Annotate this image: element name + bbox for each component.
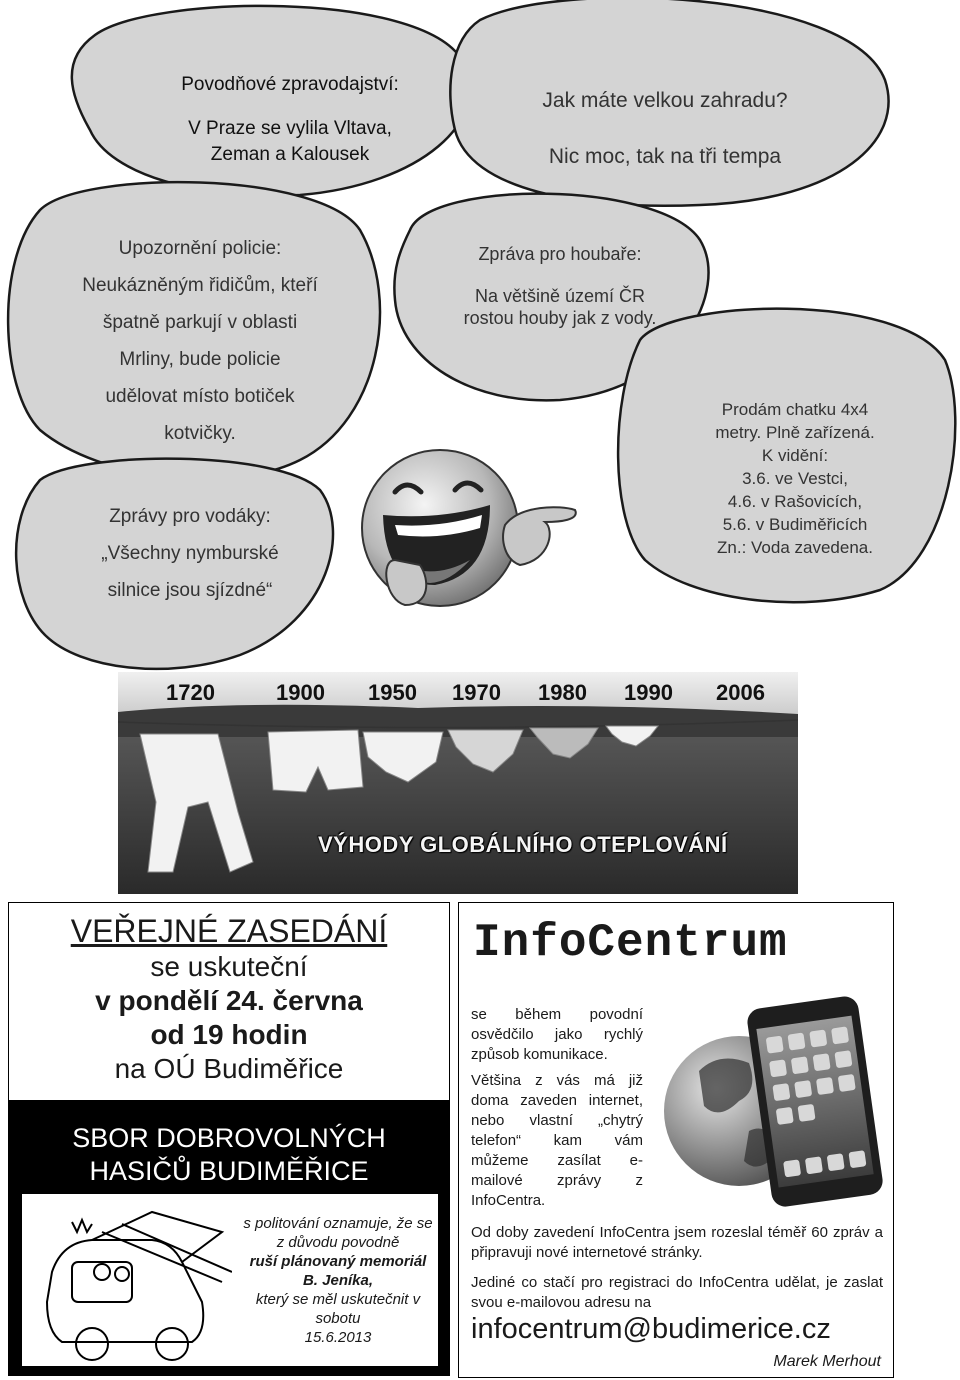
info-paragraph: se během povodní osvědčilo jako rychlý způsob komunikace. (471, 1006, 643, 1063)
firefighters-date: 15.6.2013 (304, 1329, 372, 1346)
canoe-line: „Všechny nymburské (101, 543, 279, 564)
mushrooms-title: Zpráva pro houbaře: (478, 244, 642, 264)
police-line: Mrliny, bude policie (119, 349, 281, 370)
info-paragraph: Většina z vás má již doma zaveden internet, nebo vlastní „chytrý telefon“ kam vám můžeme zasílat e-mailové zprávy z InfoCentra. (471, 1072, 643, 1209)
meeting-time: od 19 hodin (150, 1019, 308, 1050)
cottage-line: metry. Plně zařízená. (715, 423, 875, 442)
cottage-line: 3.6. ve Vestci, (742, 469, 848, 488)
firefighters-cancel: ruší plánovaný memoriál B. Jeníka, (249, 1253, 427, 1289)
fire-truck-drawing (32, 1202, 232, 1362)
meeting-date: v pondělí 24. června (95, 985, 363, 1016)
firefighters-panel (22, 1194, 438, 1366)
meeting-heading: VEŘEJNÉ ZASEDÁNÍ (70, 913, 388, 949)
firefighters-title (8, 1122, 450, 1188)
year-label: 1900 (276, 680, 325, 705)
infocentrum-notice (458, 902, 894, 1378)
police-title: Upozornění policie: (118, 238, 282, 259)
cottage-line: K vidění: (761, 446, 829, 465)
canoe-line: silnice jsou sjízdné“ (107, 580, 273, 601)
police-line: špatně parkují v oblasti (102, 312, 298, 333)
firefighters-line: s politování oznamuje, že se z důvodu povodně (243, 1215, 433, 1251)
police-line: kotvičky. (164, 423, 236, 444)
garden-text (490, 88, 840, 170)
firefighters-title-line: HASIČŮ BUDIMĚŘICE (89, 1156, 369, 1186)
laughing-emoji (362, 450, 576, 606)
cottage-line: 5.6. v Budiměřicích (722, 515, 868, 534)
infocentrum-email[interactable]: infocentrum@budimerice.cz (471, 1313, 831, 1345)
cottage-line: 4.6. v Rašovicích, (727, 492, 863, 511)
year-label: 2006 (716, 680, 765, 705)
meeting-line: se uskuteční (150, 951, 308, 982)
flood-news-text (130, 72, 450, 168)
firefighters-line: který se měl uskutečnit v sobotu (255, 1291, 421, 1327)
global-warming-photo (118, 672, 798, 894)
cottage-line: Zn.: Voda zavedena. (717, 538, 873, 557)
info-paragraph: Jediné co stačí pro registraci do InfoCentra udělat, je zaslat svou e-mailovou adresu na (471, 1274, 883, 1311)
canoe-text (70, 498, 310, 609)
firefighters-text (242, 1214, 434, 1347)
info-paragraph: Od doby zavedení InfoCentra jsem rozeslal téměř 60 zpráv a připravuji nové internetové stránky. (471, 1224, 883, 1261)
photo-caption: VÝHODY GLOBÁLNÍHO OTEPLOVÁNÍ (318, 832, 728, 857)
police-line: udělovat místo botiček (105, 386, 295, 407)
mushrooms-body: Na většině území ČR rostou houby jak z vody. (463, 286, 657, 328)
meeting-place: na OÚ Budiměřice (114, 1053, 344, 1084)
cottage-text (670, 398, 920, 559)
police-text (60, 230, 340, 452)
author-signature: Marek Merhout (773, 1353, 881, 1370)
flood-news-title: Povodňové zpravodajství: (181, 74, 399, 95)
year-label: 1720 (166, 680, 215, 705)
year-label: 1950 (368, 680, 417, 705)
year-label: 1970 (452, 680, 501, 705)
year-label: 1990 (624, 680, 673, 705)
cottage-line: Prodám chatku 4x4 (721, 400, 869, 419)
garden-answer: Nic moc, tak na tři tempa (548, 145, 782, 168)
public-meeting-notice (8, 902, 450, 1101)
flood-news-body: V Praze se vylila Vltava, Zeman a Kalousek (188, 118, 392, 165)
mushrooms-text (440, 243, 680, 329)
year-label: 1980 (538, 680, 587, 705)
garden-question: Jak máte velkou zahradu? (542, 89, 788, 112)
firefighters-title-line: SBOR DOBROVOLNÝCH (72, 1123, 386, 1153)
infocentrum-title: InfoCentrum (473, 917, 788, 969)
canoe-title: Zprávy pro vodáky: (109, 506, 271, 527)
police-line: Neukázněným řidičům, kteří (82, 275, 318, 296)
firefighters-notice (8, 1100, 450, 1376)
globe-phone-illustration (659, 991, 889, 1211)
